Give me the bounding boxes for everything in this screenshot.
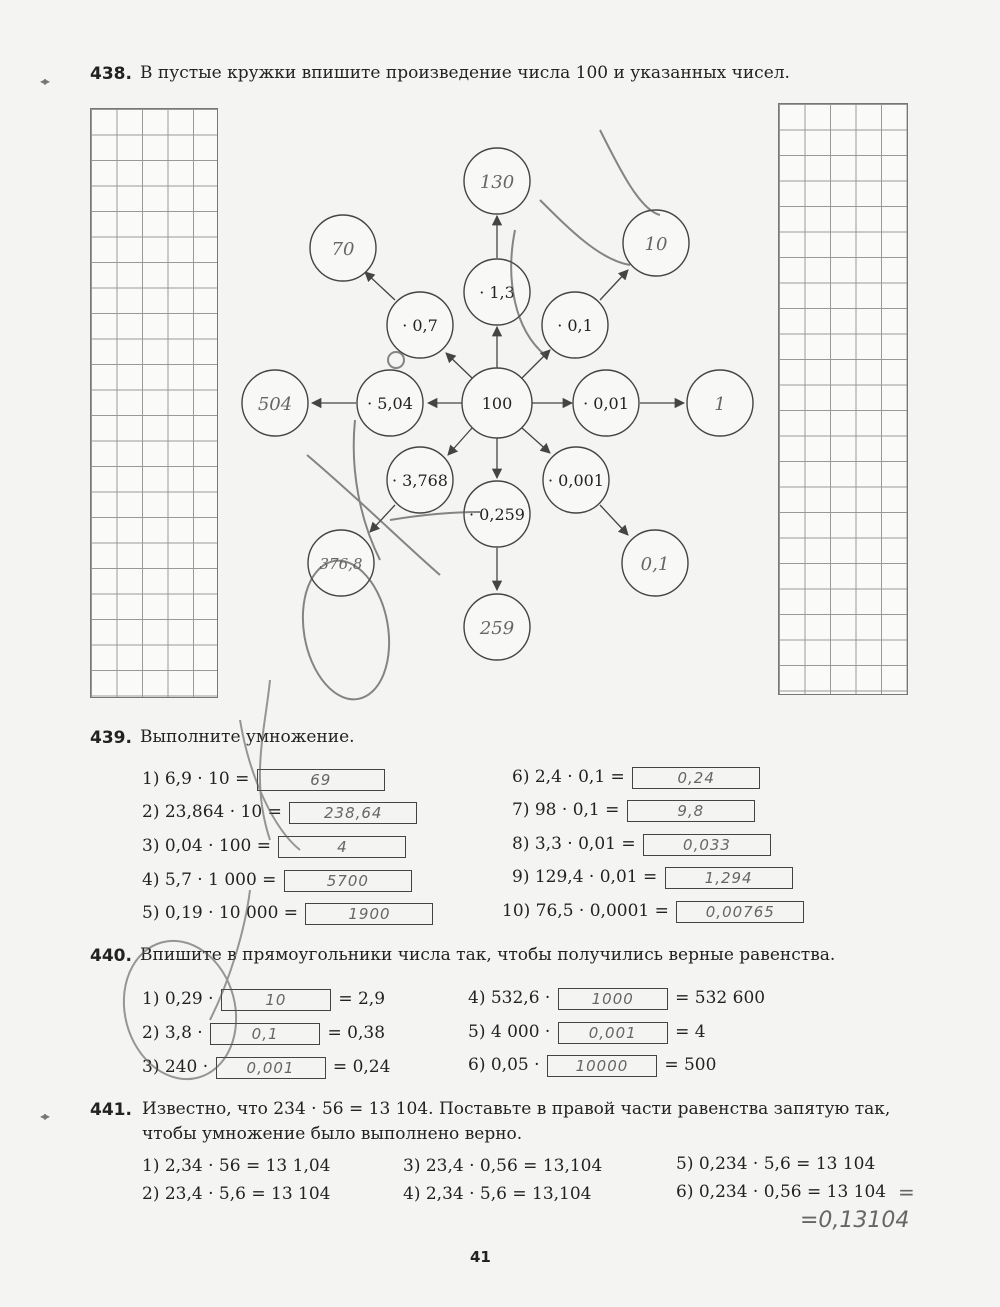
answer-box[interactable]: 69 [257,769,385,791]
handwritten-answer: =0,13104 [800,1208,910,1233]
ex439-8: 8) 3,3 · 0,01 = 0,033 [512,831,773,857]
answer-box[interactable]: 1000 [558,988,668,1010]
answer-box[interactable]: 0,24 [632,767,760,789]
answer-box[interactable]: 0,033 [643,834,771,856]
ex441-4: 4) 2,34 · 5,6 = 13,104 [403,1184,592,1204]
answer-box[interactable]: 1900 [305,903,433,925]
center-value: 100 [481,394,513,413]
ex439-9: 9) 129,4 · 0,01 = 1,294 [512,864,795,890]
ex440-3: 3) 240 · 0,001 = 0,24 [142,1057,391,1077]
ex439-1: 1) 6,9 · 10 = 69 [142,766,387,792]
answer-box[interactable]: 10 [221,989,331,1011]
multiplier-8: · 0,7 [402,316,438,335]
pencil-scribbles-lower [0,660,500,1100]
task-440-text: Впишите в прямоугольники числа так, чтобы получились верные равенства. [140,945,836,965]
answer-6: 376,8 [319,555,363,573]
ex439-6: 6) 2,4 · 0,1 = 0,24 [512,764,762,790]
task-439-text: Выполните умножение. [140,727,355,747]
answer-box[interactable]: 0,00765 [676,901,804,923]
ex441-2: 2) 23,4 · 5,6 = 13 104 [142,1184,331,1204]
ex441-5: 5) 0,234 · 5,6 = 13 104 [676,1154,876,1174]
task-441-text-line-1: Известно, что 234 · 56 = 13 104. Поставьте в правой части равенства запятую так, [142,1099,891,1119]
multiplier-3: · 0,01 [583,394,629,413]
answer-box[interactable]: 0,001 [558,1022,668,1044]
handwritten-equals: = [898,1180,915,1204]
page-number: 41 [470,1248,491,1266]
answer-box[interactable]: 1,294 [665,867,793,889]
task-438-number: 438. [90,64,132,84]
answer-8: 70 [331,239,355,260]
ex439-3: 3) 0,04 · 100 = 4 [142,833,408,859]
ex439-5: 5) 0,19 · 10 000 = 1900 [142,900,435,926]
answer-1: 130 [479,172,515,193]
multiplier-2: · 0,1 [557,316,593,335]
ex440-5: 5) 4 000 · 0,001 = 4 [468,1022,706,1042]
task-441-text-line-2: чтобы умножение было выполнено верно. [142,1124,523,1144]
answer-2: 10 [644,234,668,255]
answer-3: 1 [714,394,726,415]
task-439-number: 439. [90,728,132,748]
multiplier-5: · 0,259 [469,505,525,524]
ex441-3: 3) 23,4 · 0,56 = 13,104 [403,1156,603,1176]
multiplier-6: · 3,768 [392,471,448,490]
answer-box[interactable]: 0,001 [216,1057,326,1079]
answer-box[interactable]: 4 [278,836,406,858]
multiplier-1: · 1,3 [479,283,515,302]
answer-5: 259 [479,618,515,639]
ex439-7: 7) 98 · 0,1 = 9,8 [512,797,757,823]
ex441-1: 1) 2,34 · 56 = 13 1,04 [142,1156,331,1176]
answer-box[interactable]: 0,1 [210,1023,320,1045]
task-440-number: 440. [90,946,132,966]
answer-box[interactable]: 5700 [284,870,412,892]
ex440-6: 6) 0,05 · 10000 = 500 [468,1055,717,1075]
task-438-text: В пустые кружки впишите произведение числа 100 и указанных чисел. [140,63,790,83]
answer-box[interactable]: 9,8 [627,800,755,822]
answer-4: 0,1 [640,554,670,575]
multiplier-7: · 5,04 [367,394,413,413]
ex440-2: 2) 3,8 · 0,1 = 0,38 [142,1023,386,1043]
ex440-4: 4) 532,6 · 1000 = 532 600 [468,988,766,1008]
answer-box[interactable]: 10000 [547,1055,657,1077]
ex440-1: 1) 0,29 · 10 = 2,9 [142,989,386,1009]
multiplier-4: · 0,001 [548,471,604,490]
ex439-4: 4) 5,7 · 1 000 = 5700 [142,867,414,893]
ex441-6: 6) 0,234 · 0,56 = 13 104 [676,1182,887,1202]
ex439-2: 2) 23,864 · 10 = 238,64 [142,799,419,825]
ex439-10: 10) 76,5 · 0,0001 = 0,00765 [502,898,806,924]
answer-7: 504 [257,394,293,415]
answer-box[interactable]: 238,64 [289,802,417,824]
double-arrow-icon: ◂▸ [40,74,49,88]
double-arrow-icon: ◂▸ [40,1109,49,1123]
task-441-number: 441. [90,1100,132,1120]
